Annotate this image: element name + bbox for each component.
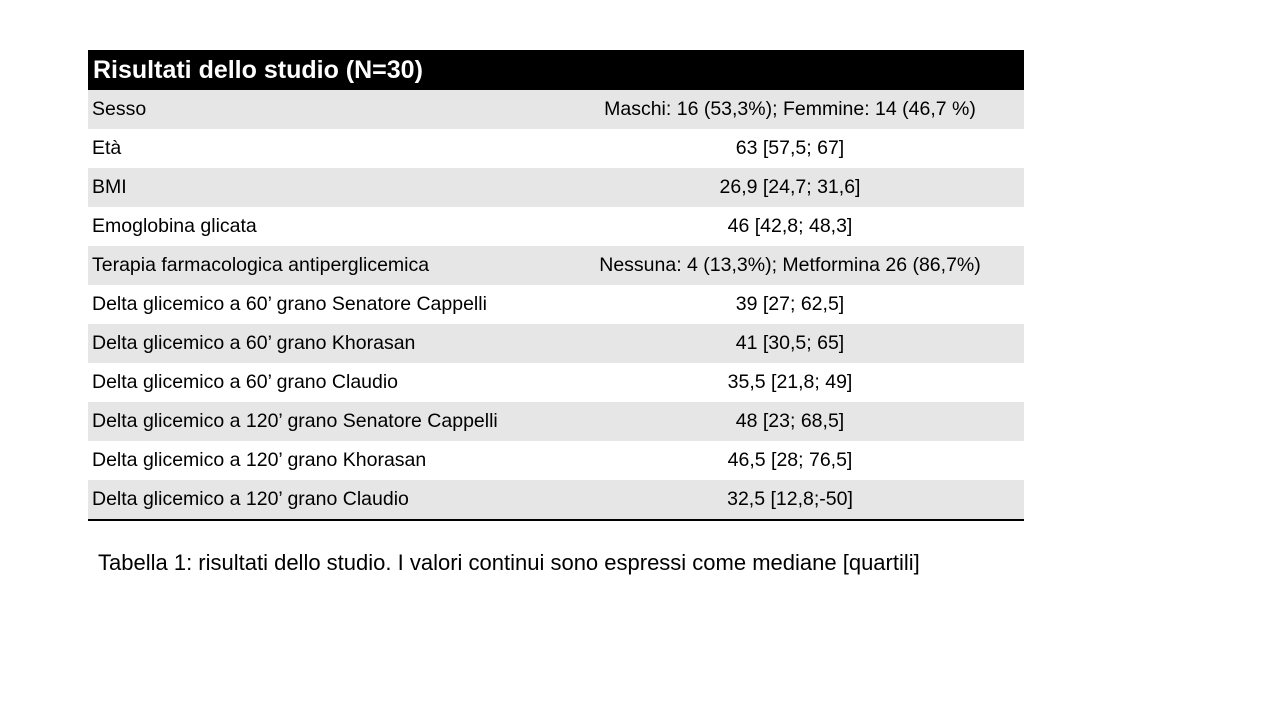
row-label: Emoglobina glicata <box>88 207 556 246</box>
row-value: Nessuna: 4 (13,3%); Metformina 26 (86,7%) <box>556 246 1024 285</box>
row-value: 39 [27; 62,5] <box>556 285 1024 324</box>
row-label: Delta glicemico a 60’ grano Claudio <box>88 363 556 402</box>
table-row <box>88 363 1024 402</box>
table-row <box>88 480 1024 520</box>
row-value: 32,5 [12,8;-50] <box>556 480 1024 520</box>
table-row <box>88 207 1024 246</box>
row-value: 41 [30,5; 65] <box>556 324 1024 363</box>
row-label: Terapia farmacologica antiperglicemica <box>88 246 556 285</box>
row-label: Delta glicemico a 60’ grano Senatore Cappelli <box>88 285 556 324</box>
row-value: 46,5 [28; 76,5] <box>556 441 1024 480</box>
row-value: 46 [42,8; 48,3] <box>556 207 1024 246</box>
table-header-row <box>88 50 1024 90</box>
table-row <box>88 441 1024 480</box>
table-row <box>88 324 1024 363</box>
table-row <box>88 129 1024 168</box>
results-table <box>88 50 1024 521</box>
row-label: BMI <box>88 168 556 207</box>
row-label: Delta glicemico a 60’ grano Khorasan <box>88 324 556 363</box>
row-value: 26,9 [24,7; 31,6] <box>556 168 1024 207</box>
table-row <box>88 402 1024 441</box>
table-row <box>88 285 1024 324</box>
row-label: Delta glicemico a 120’ grano Khorasan <box>88 441 556 480</box>
row-value: 48 [23; 68,5] <box>556 402 1024 441</box>
table-row <box>88 168 1024 207</box>
table-caption: Tabella 1: risultati dello studio. I valori continui sono espressi come mediane [quartili] <box>98 550 920 575</box>
row-label: Delta glicemico a 120’ grano Claudio <box>88 480 556 520</box>
row-value: 63 [57,5; 67] <box>556 129 1024 168</box>
table-row <box>88 90 1024 129</box>
table-row <box>88 246 1024 285</box>
row-label: Sesso <box>88 90 556 129</box>
row-label: Età <box>88 129 556 168</box>
row-value: Maschi: 16 (53,3%); Femmine: 14 (46,7 %) <box>556 90 1024 129</box>
table-title: Risultati dello studio (N=30) <box>88 50 1024 90</box>
row-value: 35,5 [21,8; 49] <box>556 363 1024 402</box>
row-label: Delta glicemico a 120’ grano Senatore Cappelli <box>88 402 556 441</box>
